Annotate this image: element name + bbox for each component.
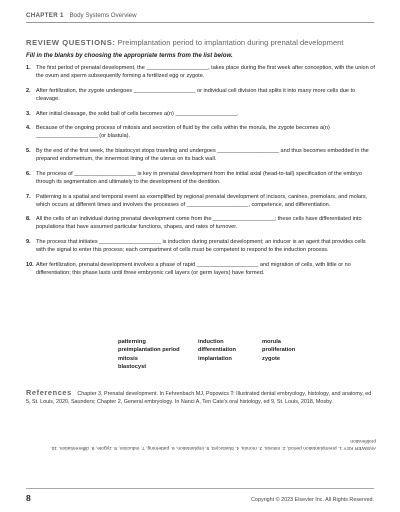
question-text: After fertilization, prenatal development involves a phase of rapid ____________________ and migration of cells, with little or no differentiation; this phase lasts until three embryonic cell layers (or germ layers) have formed.	[36, 261, 351, 277]
term: proliferation	[262, 347, 296, 354]
question-number: 1.	[26, 65, 31, 71]
term: morula	[262, 339, 281, 345]
question-text: The process of ____________________ is key in prenatal development from the initial axial (head-to-tail) specification of the embryo through its segmentation and ultimately to the development of the dentition.	[36, 170, 362, 185]
question-number: 10.	[26, 261, 34, 268]
question-text: All the cells of an individual during prenatal development come from the ____________________; these cells have differentiated into populations that have assumed particular functions, shapes, and rates of turnover.	[36, 216, 362, 231]
page-footer	[26, 488, 374, 503]
question-item	[26, 170, 376, 186]
copyright: Copyright © 2023 Elsevier Inc. All Rights Reserved.	[251, 497, 374, 503]
question-number: 8.	[26, 216, 31, 223]
term-list	[118, 339, 322, 370]
question-text: Patterning is a spatial and temporal event as exemplified by regional prenatal development of incisors, canines, premolars, and molars, which occurs at different times and involves the processes of ____________________, competence, and differentiation.	[36, 193, 368, 208]
term: mitosis	[118, 355, 138, 362]
term: patterning	[118, 339, 146, 345]
question-item	[26, 124, 376, 140]
instructions: Fill in the blanks by choosing the appropriate terms from the list below.	[26, 52, 233, 59]
question-text: The first period of prenatal development, the ____________________, takes place during the first week after conception, with the union of the ovum and sperm subsequently forming a fertilized egg or zygote.	[36, 65, 375, 80]
question-number: 5.	[26, 148, 31, 155]
question-item	[26, 64, 376, 80]
question-text: By the end of the first week, the blastocyst stops traveling and undergoes ____________________ and thus becomes embedded in the prepared endometrium, the innermost lining of the uterus on its back wall.	[36, 148, 369, 163]
term: preimplantation period	[118, 347, 180, 354]
question-number: 2.	[26, 87, 31, 94]
references-text: Chapter 3, Prenatal development. In Fehrenbach MJ, Popowics T: Illustrated dental embryology, histology, and anatomy, ed 5, St. Louis, 2020, Saunders; Chapter 2, General embryology. In Nanci A, Ten Cate's oral histology, ed 9, St. Louis, 2018, Mosby.	[26, 391, 372, 405]
question-item	[26, 110, 376, 118]
question-item	[26, 261, 376, 277]
review-label: REVIEW QUESTIONS:	[26, 38, 116, 47]
chapter-label: CHAPTER 1	[26, 12, 64, 19]
question-item	[26, 193, 376, 209]
term: implantation	[198, 355, 232, 362]
references-label: References	[26, 388, 72, 397]
question-text: The process that initiates ____________________ is induction during prenatal development; an inducer is an agent that provides cells with the signal to enter this process; each compartment of cells must be competent to respond to the induction process.	[36, 239, 366, 254]
question-text: After fertilization, the zygote undergoes ____________________ or individual cell division that splits it into many more cells due to cleavage.	[36, 87, 356, 102]
question-number: 4.	[26, 125, 31, 132]
question-text: After initial cleavage, the solid ball of cells becomes a(n) ____________________.	[36, 110, 239, 117]
question-item	[26, 147, 376, 163]
review-topic: Preimplantation period to implantation during prenatal development	[117, 38, 344, 47]
question-list	[26, 64, 376, 284]
term: zygote	[262, 355, 281, 362]
term: induction	[198, 339, 224, 345]
question-number: 6.	[26, 170, 31, 177]
question-item	[26, 87, 376, 103]
references	[26, 389, 376, 406]
question-number: 7.	[26, 193, 31, 200]
answer-key-upside-down: ANSWER KEY 1. preimplantation period, 2. mitosis, 3. morula, 4. blastocyst, 5. implantation, 6. patterning, 7. induction, 8. zygote, 9. differentiation, 10. proliferation	[50, 438, 376, 450]
page-header	[26, 12, 374, 23]
question-text: Because of the ongoing process of mitosis and secretion of fluid by the cells within the morula, the zygote becomes a(n) ____________________ (or blastula).	[36, 125, 330, 140]
review-heading	[26, 38, 376, 47]
page-number: 8	[26, 493, 31, 503]
question-number: 9.	[26, 239, 31, 246]
term: differentiation	[198, 347, 236, 354]
question-item	[26, 215, 376, 231]
question-item	[26, 238, 376, 254]
chapter-title: Body Systems Overview	[69, 12, 137, 19]
term: blastocyst	[118, 364, 147, 371]
question-number: 3.	[26, 110, 31, 117]
